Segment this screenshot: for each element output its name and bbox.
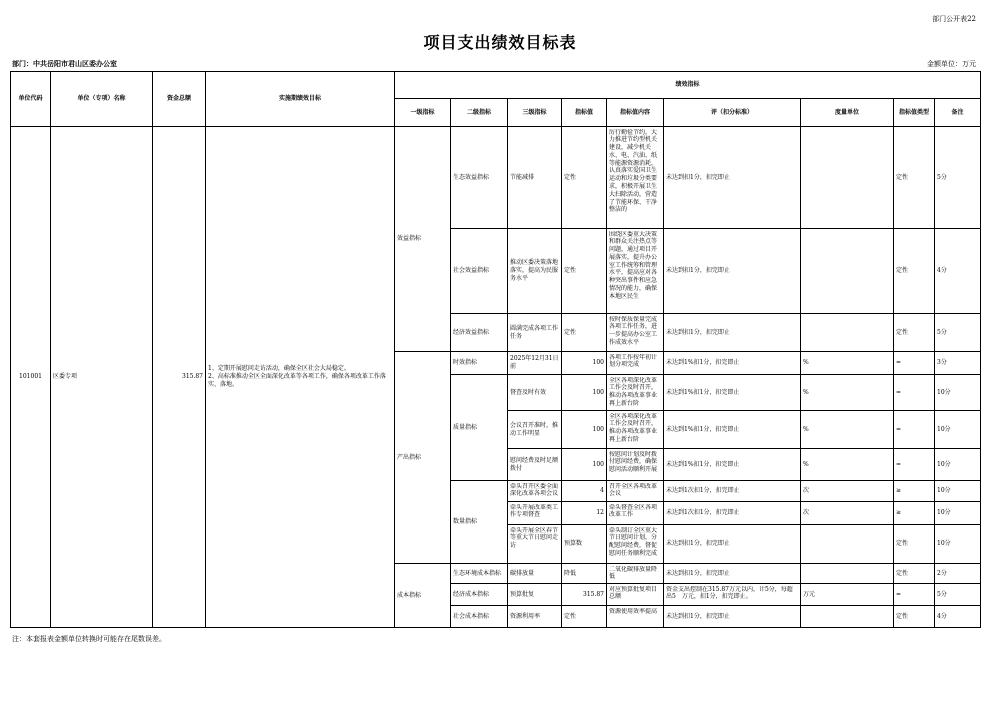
level3-cell: 2025年12月31日前 bbox=[508, 352, 562, 375]
value-type-cell: 定性 bbox=[894, 314, 935, 352]
value-type-cell: ≥ bbox=[894, 481, 935, 502]
total-funds-cell: 315.87 bbox=[153, 127, 206, 628]
content-cell bbox=[607, 564, 664, 584]
score-cell: 未达到扣1分，扣完即止 bbox=[664, 606, 801, 628]
content-cell bbox=[607, 375, 664, 411]
value-type-cell: 定性 bbox=[894, 229, 935, 314]
footnote: 注：本套报表金额单位转换时可能存在尾数误差。 bbox=[12, 635, 166, 643]
level3-cell: 资源利用率 bbox=[508, 606, 562, 628]
measure-unit-cell bbox=[801, 127, 894, 229]
value-type-cell: = bbox=[894, 584, 935, 606]
level2-timeliness: 时效指标 bbox=[451, 352, 508, 375]
header-value: 指标值 bbox=[562, 99, 607, 127]
unit-code-cell: 101001 bbox=[11, 127, 51, 628]
content-text: 二氧化碳排放量降低 bbox=[609, 565, 658, 581]
score-cell: 未达到扣1分，扣完即止 bbox=[664, 564, 801, 584]
measure-unit-cell: % bbox=[801, 352, 894, 375]
header-indicators: 绩效指标 bbox=[395, 72, 981, 99]
score-cell bbox=[664, 584, 801, 606]
level2-social-cost: 社会成本指标 bbox=[451, 606, 508, 628]
content-cell bbox=[607, 584, 664, 606]
department-label: 部门：中共岳阳市君山区委办公室 bbox=[12, 59, 117, 68]
header-remark: 备注 bbox=[935, 99, 981, 127]
value-cell: 100 bbox=[562, 449, 607, 481]
content-text: 牵头制订全区重大节日慰问计划，分配慰问经费，督促慰问任务顺利完成 bbox=[609, 526, 658, 557]
level3-cell: 慰问经费及时足额拨付 bbox=[508, 449, 562, 481]
level3-text: 牵头开展全区春节等重大节日慰问走访 bbox=[510, 526, 559, 550]
level1-benefit: 效益指标 bbox=[395, 127, 451, 352]
level3-cell: 节能减排 bbox=[508, 127, 562, 229]
score-cell: 未达到1%扣1分，扣完即止 bbox=[664, 449, 801, 481]
content-cell bbox=[607, 411, 664, 449]
score-cell: 未达到扣1分，扣完即止 bbox=[664, 229, 801, 314]
level3-cell: 预算批复 bbox=[508, 584, 562, 606]
measure-unit-cell: % bbox=[801, 411, 894, 449]
measure-unit-cell: 万元 bbox=[801, 584, 894, 606]
remark-cell: 10分 bbox=[935, 411, 981, 449]
value-cell: 定性 bbox=[562, 606, 607, 628]
level2-economic: 经济效益指标 bbox=[451, 314, 508, 352]
value-cell: 100 bbox=[562, 352, 607, 375]
value-type-cell: 定性 bbox=[894, 127, 935, 229]
content-text: 各项工作按年初计划分项完成 bbox=[609, 353, 658, 369]
level2-social: 社会效益指标 bbox=[451, 229, 508, 314]
content-text: 厉行勤俭节约，大力推进节约型机关建设，减少机关水、电、汽油、纸等能源资源消耗，认真落实爱国卫生运动和垃圾分类要求，积极开展卫生大扫除活动，营造了节能环保、干净整洁的 bbox=[609, 128, 658, 214]
content-text: 全区各项深化改革工作会及时召开，推动各项改革事业再上新台阶 bbox=[609, 412, 658, 443]
header-level2: 二级指标 bbox=[451, 99, 508, 127]
content-text: 对应预算批复项目总额 bbox=[609, 585, 658, 601]
value-cell: 降低 bbox=[562, 564, 607, 584]
header-value-type: 指标值类型 bbox=[894, 99, 935, 127]
level3-text: 牵头开展改革类工作专项督查 bbox=[510, 503, 559, 519]
score-cell: 未达到扣1分，扣完即止 bbox=[664, 525, 801, 564]
header-goal: 实施期绩效目标 bbox=[206, 72, 395, 127]
value-type-cell: 定性 bbox=[894, 606, 935, 628]
level2-ecological: 生态效益指标 bbox=[451, 127, 508, 229]
measure-unit-cell bbox=[801, 525, 894, 564]
goal-cell: 1、定期开展慰问走访活动，确保全区社会大局稳定。 2、高标准推动全区全面深化改革等各项工作，确保各项改革工作落实、落地。 bbox=[206, 127, 395, 628]
level3-cell: 会议召开准时，推动工作明显 bbox=[508, 411, 562, 449]
unit-name-cell: 区委专项 bbox=[51, 127, 153, 628]
level3-cell: 督查及时有效 bbox=[508, 375, 562, 411]
content-cell bbox=[607, 229, 664, 314]
measure-unit-cell: 次 bbox=[801, 502, 894, 525]
remark-cell: 5分 bbox=[935, 584, 981, 606]
remark-cell: 3分 bbox=[935, 352, 981, 375]
value-cell: 定性 bbox=[562, 314, 607, 352]
form-code: 部门公开表22 bbox=[932, 15, 976, 23]
content-text: 围绕区委重大决策和群众关注热点等问题，通过项目开展落实，提升办公室工作统筹和管理水平，提高应对各种突出事件和应急情况的能力，确保本地区民生 bbox=[609, 230, 658, 300]
content-text: 按时保质保量完成各项工作任务，进一步提高办公室工作成效水平 bbox=[609, 315, 658, 346]
score-cell: 未达到扣1分，扣完即止 bbox=[664, 127, 801, 229]
remark-cell: 10分 bbox=[935, 502, 981, 525]
value-type-cell: = bbox=[894, 352, 935, 375]
remark-cell: 10分 bbox=[935, 375, 981, 411]
table-row bbox=[11, 127, 981, 229]
level3-cell bbox=[508, 481, 562, 502]
content-text: 资源使用效率提高 bbox=[609, 607, 658, 615]
level3-text: 牵头召开区委全面深化改革各项会议 bbox=[510, 482, 559, 498]
value-type-cell: = bbox=[894, 411, 935, 449]
value-cell: 100 bbox=[562, 375, 607, 411]
header-level1: 一级指标 bbox=[395, 99, 451, 127]
remark-cell: 10分 bbox=[935, 525, 981, 564]
score-cell: 未达到1%扣1分，扣完即止 bbox=[664, 352, 801, 375]
header-level3: 三级指标 bbox=[508, 99, 562, 127]
score-text: 资金支出控制在315.87万元以内，计5分，每超出5 万元，扣1分，扣完即止。 bbox=[666, 585, 793, 601]
content-text: 按慰问计划及时拨付慰问经费，确保慰问活动顺利开展 bbox=[609, 450, 658, 474]
header-scoring: 评（扣分标准） bbox=[664, 99, 801, 127]
measure-unit-cell bbox=[801, 564, 894, 584]
score-cell: 未达到1次扣1分，扣完即止 bbox=[664, 502, 801, 525]
content-cell bbox=[607, 606, 664, 628]
level3-cell: 推动区委决策落地落实，提高为民服务水平 bbox=[508, 229, 562, 314]
measure-unit-cell bbox=[801, 606, 894, 628]
remark-cell: 10分 bbox=[935, 481, 981, 502]
content-cell bbox=[607, 502, 664, 525]
value-cell: 定性 bbox=[562, 229, 607, 314]
remark-cell: 5分 bbox=[935, 127, 981, 229]
value-cell: 100 bbox=[562, 411, 607, 449]
content-cell bbox=[607, 525, 664, 564]
content-text: 全区各项深化改革工作会及时召开，推动各项改革事业再上新台阶 bbox=[609, 376, 658, 407]
content-text: 牵头督查全区各项改革工作 bbox=[609, 503, 658, 519]
value-cell: 315.87 bbox=[562, 584, 607, 606]
content-cell bbox=[607, 352, 664, 375]
score-cell: 未达到1%扣1分，扣完即止 bbox=[664, 375, 801, 411]
remark-cell: 4分 bbox=[935, 606, 981, 628]
measure-unit-cell: % bbox=[801, 375, 894, 411]
measure-unit-cell bbox=[801, 229, 894, 314]
header-unit-name: 单位（专项）名称 bbox=[51, 72, 153, 127]
level3-cell: 圆满完成各项工作任务 bbox=[508, 314, 562, 352]
content-cell bbox=[607, 449, 664, 481]
level2-quantity: 数量指标 bbox=[451, 481, 508, 564]
value-type-cell: ≥ bbox=[894, 502, 935, 525]
measure-unit-cell bbox=[801, 314, 894, 352]
score-cell: 未达到1次扣1分，扣完即止 bbox=[664, 481, 801, 502]
level2-quality: 质量指标 bbox=[451, 375, 508, 481]
header-unit-code: 单位代码 bbox=[11, 72, 51, 127]
level3-cell bbox=[508, 525, 562, 564]
performance-table bbox=[10, 71, 981, 628]
content-cell bbox=[607, 127, 664, 229]
level2-econ-cost: 经济成本指标 bbox=[451, 584, 508, 606]
remark-cell: 10分 bbox=[935, 449, 981, 481]
content-cell bbox=[607, 481, 664, 502]
page-title: 项目支出绩效目标表 bbox=[423, 33, 577, 52]
remark-cell: 2分 bbox=[935, 564, 981, 584]
value-type-cell: = bbox=[894, 375, 935, 411]
measure-unit-cell: % bbox=[801, 449, 894, 481]
value-cell: 定性 bbox=[562, 127, 607, 229]
level3-cell bbox=[508, 502, 562, 525]
measure-unit-cell: 次 bbox=[801, 481, 894, 502]
content-text: 召开全区各项改革会议 bbox=[609, 482, 658, 498]
remark-cell: 4分 bbox=[935, 229, 981, 314]
level1-cost: 成本指标 bbox=[395, 564, 451, 628]
amount-unit-label: 金额单位：万元 bbox=[927, 60, 976, 68]
level1-output: 产出指标 bbox=[395, 352, 451, 564]
score-cell: 未达到扣1分，扣完即止 bbox=[664, 314, 801, 352]
value-cell: 12 bbox=[562, 502, 607, 525]
content-cell bbox=[607, 314, 664, 352]
value-type-cell: 定性 bbox=[894, 564, 935, 584]
value-cell: 预算数 bbox=[562, 525, 607, 564]
header-measure-unit: 度量单位 bbox=[801, 99, 894, 127]
score-cell: 未达到1%扣1分，扣完即止 bbox=[664, 411, 801, 449]
header-total-funds: 资金总额 bbox=[153, 72, 206, 127]
level3-cell: 碳排放量 bbox=[508, 564, 562, 584]
level2-eco-cost: 生态环境成本指标 bbox=[451, 564, 508, 584]
value-type-cell: 定性 bbox=[894, 525, 935, 564]
remark-cell: 5分 bbox=[935, 314, 981, 352]
value-type-cell: = bbox=[894, 449, 935, 481]
value-cell: 4 bbox=[562, 481, 607, 502]
header-value-content: 指标值内容 bbox=[607, 99, 664, 127]
